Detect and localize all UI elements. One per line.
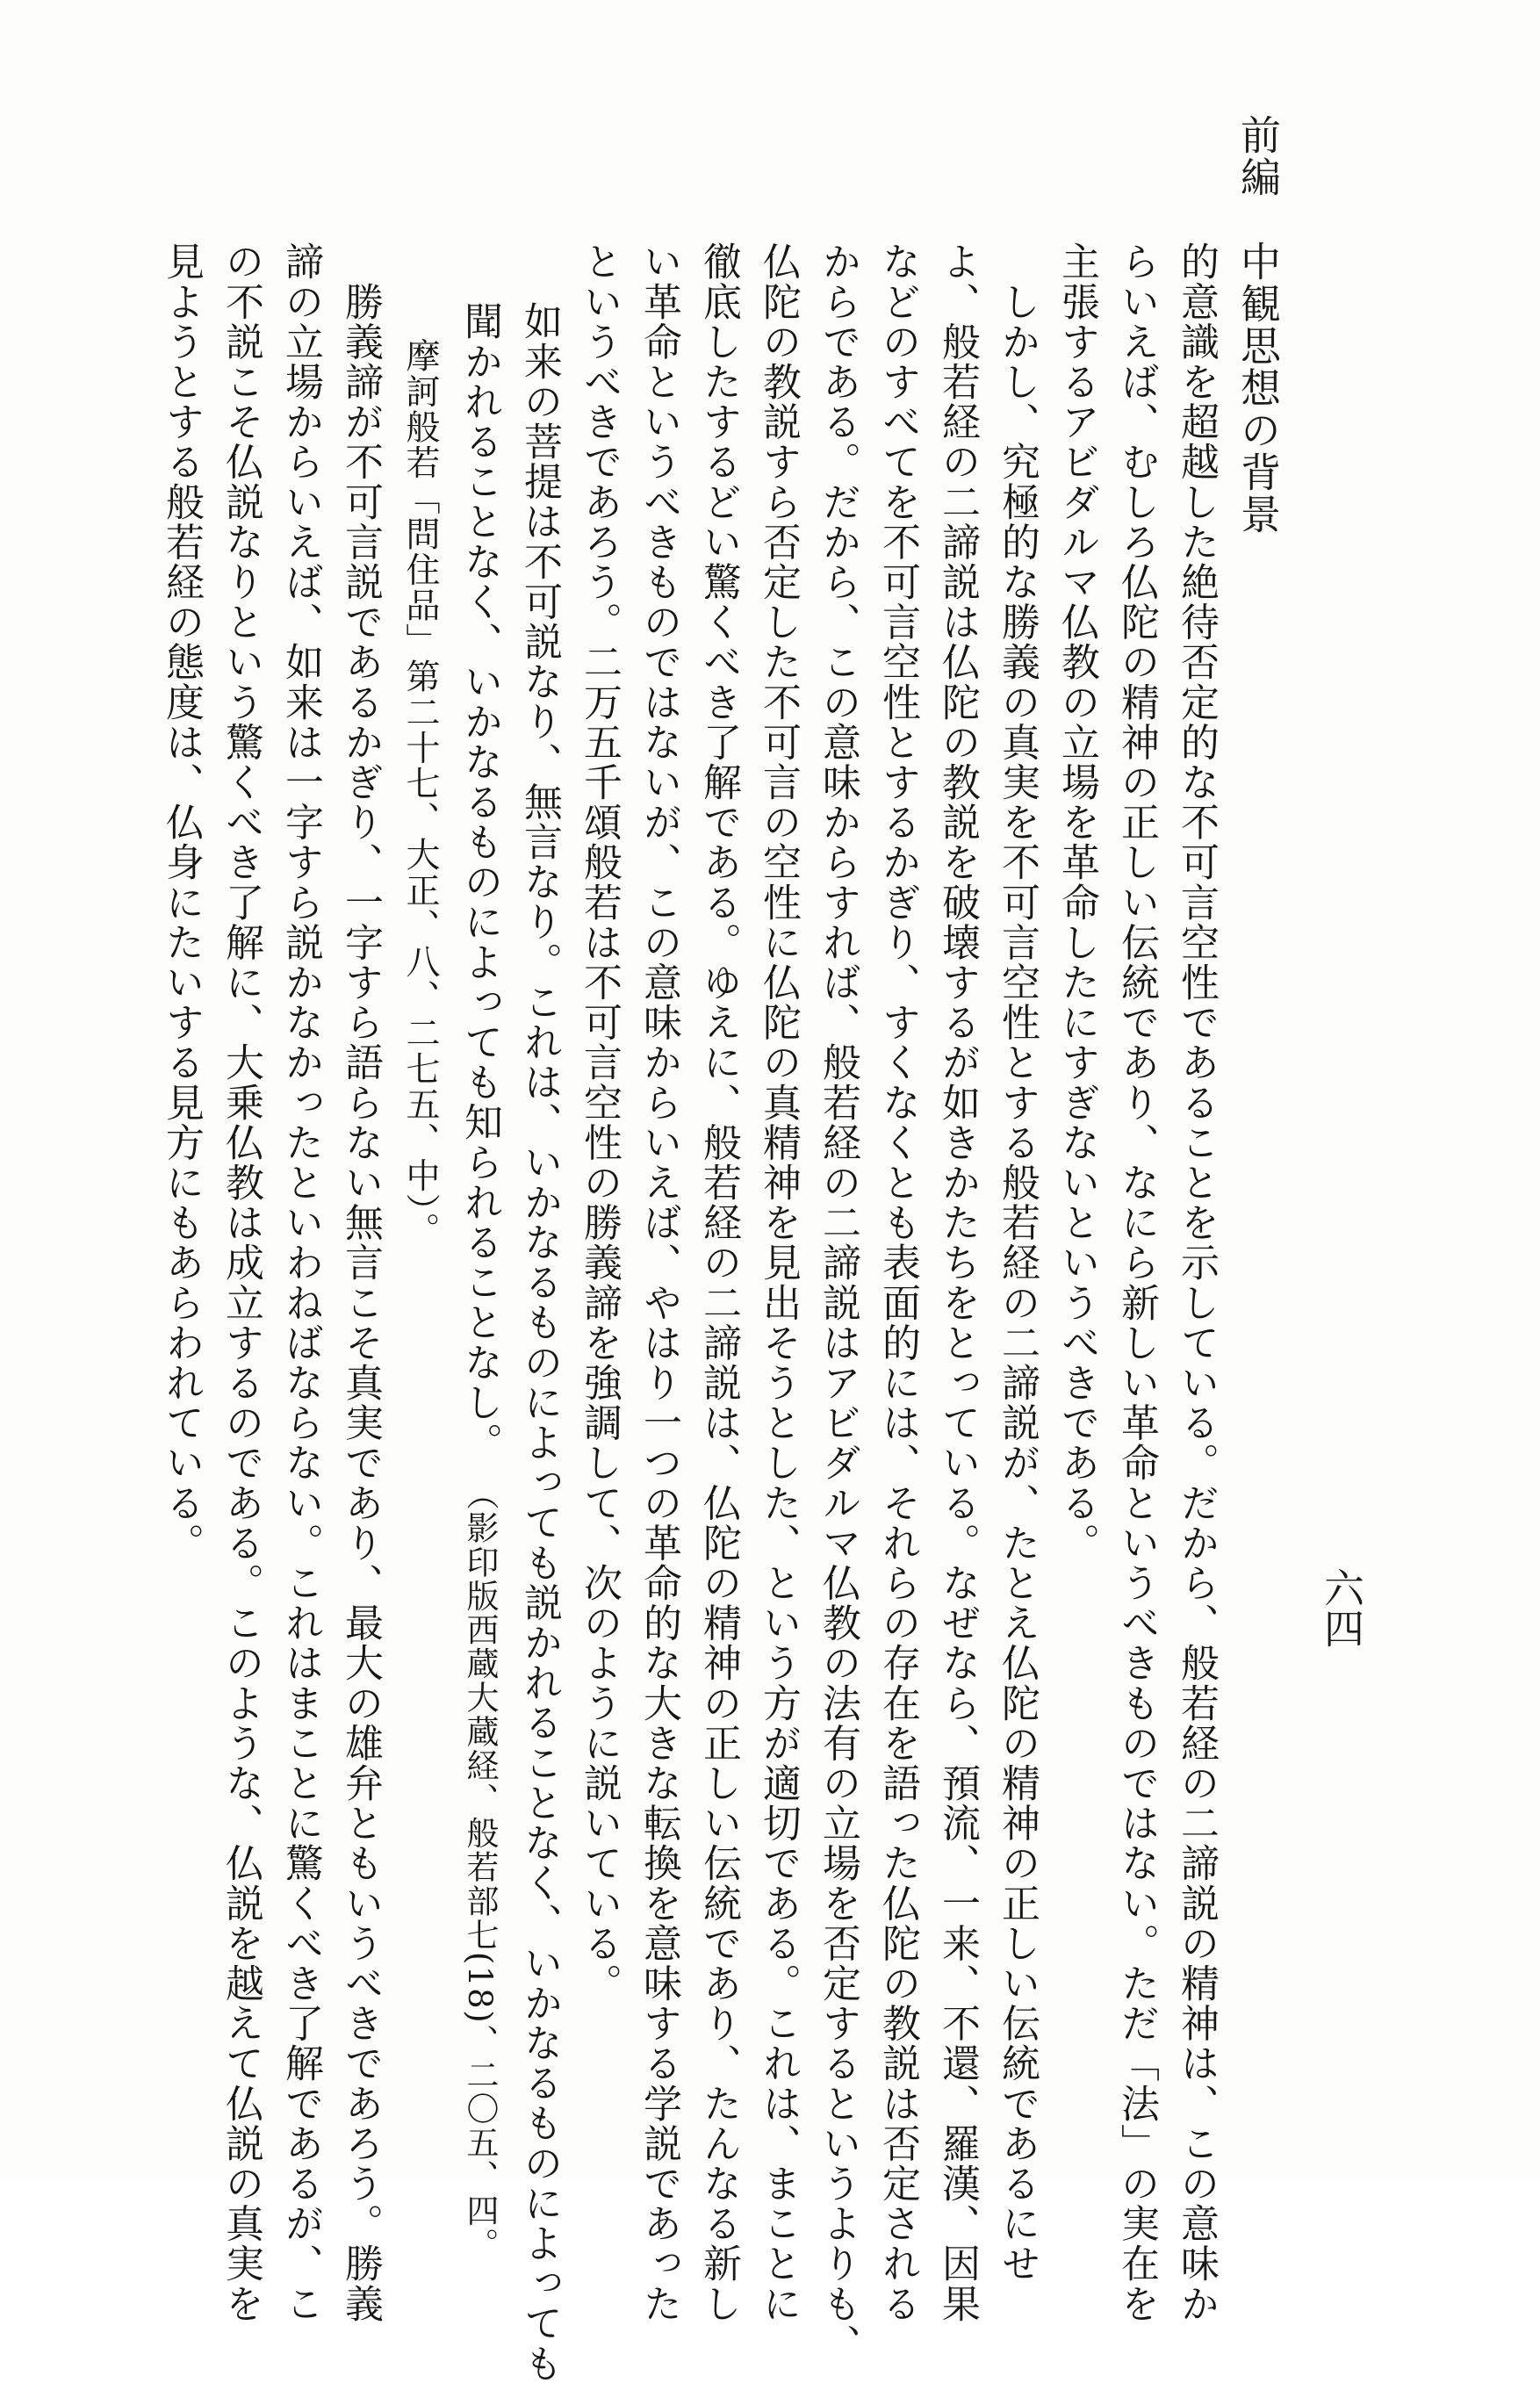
text-line: 主張するアビダルマ仏教の立場を革命したにすぎないというべきである。 — [1054, 241, 1099, 1563]
quote-reference: （影印版西蔵大蔵経、般若部七(18)、二〇五、四。 — [461, 1494, 499, 2262]
text-line: などのすべてを不可言空性とするかぎり、すくなくとも表面的には、それらの存在を語った仏陀の教説は否定される — [875, 241, 920, 2324]
running-head: 前編 中観思想の背景 — [1234, 114, 1282, 536]
text-line: からである。だから、この意味からすれば、般若経の二諦説はアビダルマ仏教の法有の立場を否定するというよりも、 — [816, 241, 860, 2364]
text-line: 諦の立場からいえば、如来は一字すら説かなかったといわねばならない。これはまことに驚くべき了解であるが、こ — [278, 241, 323, 2324]
text-line: い革命というべきものではないが、この意味からいえば、やはり一つの革命的な大きな転換を意味する学説であった — [637, 241, 681, 2324]
quote-text: 聞かれることなく、いかなるものによっても知られることなし。 — [457, 301, 502, 1463]
text-line: 見ようとする般若経の態度は、仏身にたいする見方にもあらわれている。 — [159, 241, 204, 1563]
page-number: 六四 — [1318, 1567, 1365, 1648]
text-line: らいえば、むしろ仏陀の精神の正しい伝統であり、なにら新しい革命というべきものではない。ただ「法」の実在を — [1114, 241, 1159, 2324]
citation-line: 摩訶般若「問住品」第二十七、大正、八、二七五、中）。 — [400, 338, 440, 1249]
text-line: 勝義諦が不可言説であるかぎり、一字すら語らない無言こそ真実であり、最大の雄弁ともいうべきであろう。勝義 — [338, 241, 383, 2324]
text-line: よ、般若経の二諦説は仏陀の教説を破壊するが如きかたちをとっている。なぜなら、預流、一来、不還、羅漢、因果 — [935, 241, 980, 2324]
text-line: しかし、究極的な勝義の真実を不可言空性とする般若経の二諦説が、たとえ仏陀の精神の正しい伝統であるにせ — [995, 241, 1040, 2284]
text-line: というべきであろう。二万五千頌般若は不可言空性の勝義諦を強調して、次のように説いている。 — [577, 241, 622, 2004]
text-line: 徹底したするどい驚くべき了解である。ゆえに、般若経の二諦説は、仏陀の精神の正しい伝統であり、たんなる新し — [696, 241, 741, 2324]
quote-line: 如来の菩提は不可説なり、無言なり。これは、いかなるものによっても説かれることなく、いかなるものによっても — [517, 301, 562, 2383]
text-line: 的意識を超越した絶待否定的な不可言空性であることを示している。だから、般若経の二諦説の精神は、この意味か — [1174, 241, 1219, 2324]
quote-line — [450, 241, 509, 2262]
text-line: の不説こそ仏説なりという驚くべき了解に、大乗仏教は成立するのである。このような、仏説を越えて仏説の真実を — [219, 241, 263, 2324]
body-text — [159, 241, 1226, 2383]
text-line: 仏陀の教説すら否定した不可言の空性に仏陀の真精神を見出そうとした、という方が適切である。これは、まことに — [756, 241, 801, 2324]
